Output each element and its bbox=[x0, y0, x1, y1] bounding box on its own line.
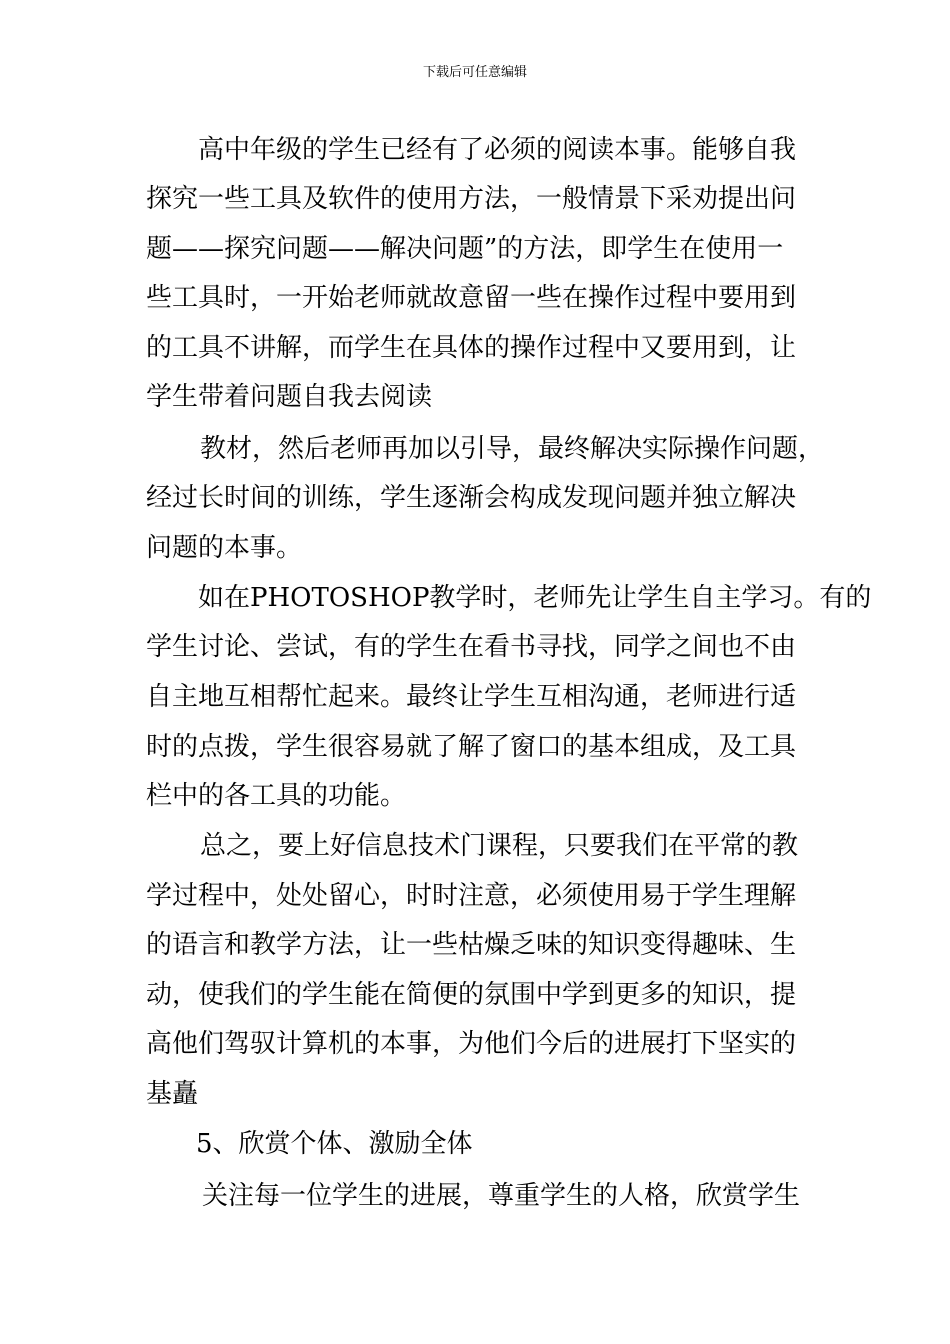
text-line: 栏中的各工具的功能。 bbox=[146, 781, 407, 811]
text-line: 教材，然后老师再加以引导，最终解决实际操作问题， bbox=[200, 434, 825, 464]
text-line: 动，使我们的学生能在简便的氛围中学到更多的知识，提 bbox=[146, 980, 797, 1010]
section-heading: 5、欣赏个体、激励全体 bbox=[196, 1129, 473, 1159]
text-line: 高他们驾驭计算机的本事，为他们今后的进展打下坚实的 bbox=[146, 1029, 797, 1059]
text-line: 问题的本事。 bbox=[146, 533, 303, 563]
text-line: 题——探究问题——解决问题”的方法，即学生在使用一 bbox=[146, 234, 784, 264]
text-line: 些工具时，一开始老师就故意留一些在操作过程中要用到 bbox=[146, 283, 797, 313]
text-line: 时的点拨，学生很容易就了解了窗口的基本组成，及工具 bbox=[146, 732, 797, 762]
text-line: 学生讨论、尝试，有的学生在看书寻找，同学之间也不由 bbox=[146, 632, 797, 662]
text-line: 的工具不讲解，而学生在具体的操作过程中又要用到，让 bbox=[146, 333, 797, 363]
text-line: 基矗 bbox=[146, 1079, 199, 1109]
text-line: 学过程中，处处留心，时时注意，必须使用易于学生理解 bbox=[146, 881, 797, 911]
text-line: 经过长时间的训练，学生逐渐会构成发现问题并独立解决 bbox=[146, 483, 797, 513]
text-line: 学生带着问题自我去阅读 bbox=[146, 382, 433, 412]
text-line: 探究一些工具及软件的使用方法，一般情景下采劝提出问 bbox=[146, 184, 797, 214]
page-header: 下载后可任意编辑 bbox=[422, 65, 527, 80]
text-line: 自主地互相帮忙起来。最终让学生互相沟通，老师进行适 bbox=[146, 682, 797, 712]
text-line: 总之，要上好信息技术门课程，只要我们在平常的教 bbox=[200, 831, 799, 861]
text-line: 如在PHOTOSHOP教学时，老师先让学生自主学习。有的 bbox=[198, 583, 872, 613]
text-line: 关注每一位学生的进展，尊重学生的人格，欣赏学生 bbox=[202, 1181, 801, 1211]
text-line: 的语言和教学方法，让一些枯燥乏味的知识变得趣味、生 bbox=[146, 930, 797, 960]
text-line: 高中年级的学生已经有了必须的阅读本事。能够自我 bbox=[198, 135, 797, 165]
